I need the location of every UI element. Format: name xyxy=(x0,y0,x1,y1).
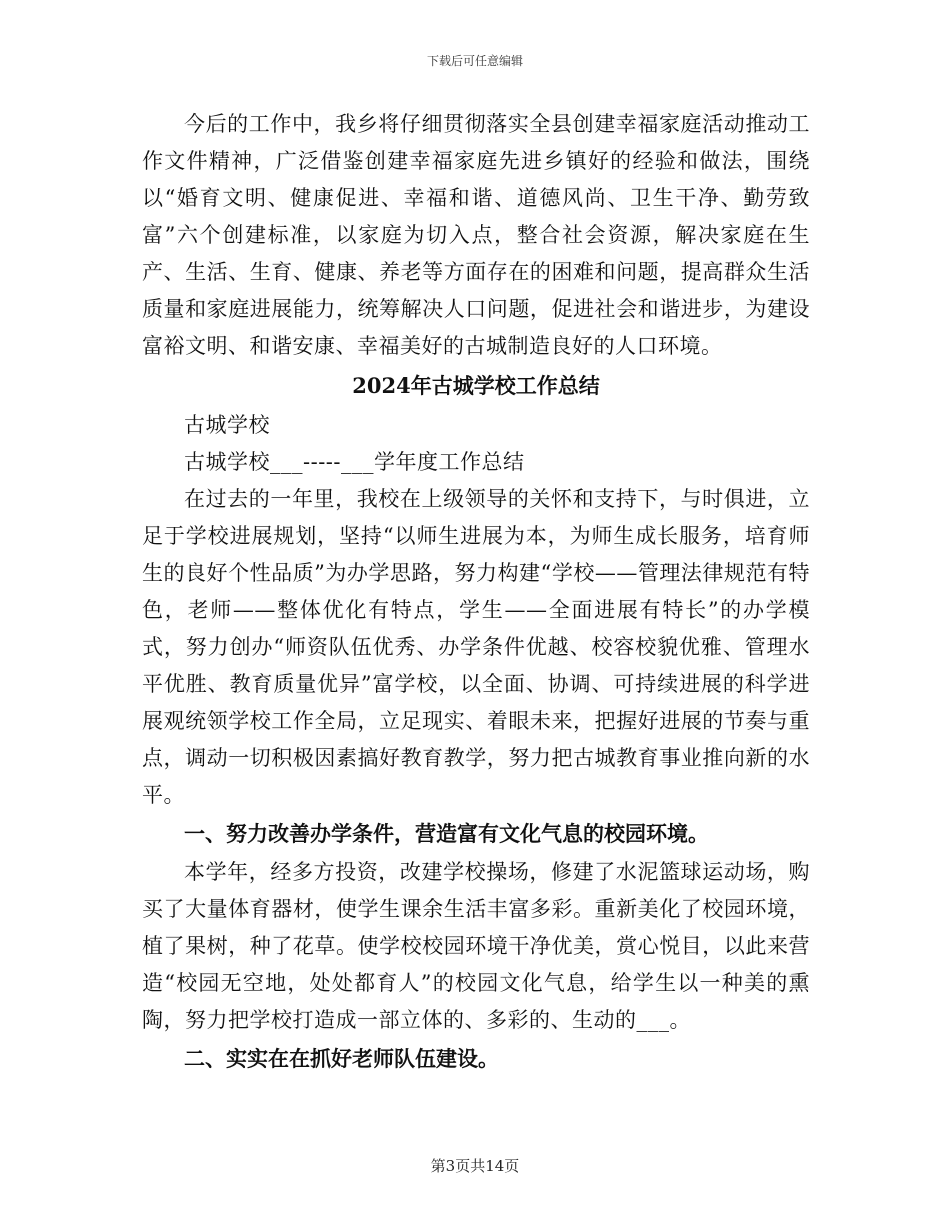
school-name: 古城学校 xyxy=(184,413,270,437)
overview-paragraph: 在过去的一年里，我校在上级领导的关怀和支持下，与时俱进，立足于学校进展规划，坚持“以师生进展为本，为师生成长服务，培育师生的良好个性品质”为办学思路，努力构建“学校——管理法律规范有特色，老师——整体优化有特点，学生——全面进展有特长”的办学模式，努力创办“师资队伍优秀、办学条件优越、校容校貌优雅、管理水平优胜、教育质量优异”富学校，以全面、协调、可持续进展的科学进展观统领学校工作全局，立足现实、着眼未来，把握好进展的节奏与重点，调动一切积极因素搞好教育教学，努力把古城教育事业推向新的水平。 xyxy=(142,487,810,807)
section-heading-2: 二、实实在在抓好老师队伍建设。 xyxy=(184,1046,499,1071)
document-body xyxy=(142,106,810,1079)
document-subtitle: 古城学校___-----___学年度工作总结 xyxy=(184,450,525,474)
document-title: 2024年古城学校工作总结 xyxy=(352,373,600,398)
page-indicator: 第3页共14页 xyxy=(430,1157,520,1175)
intro-paragraph: 今后的工作中，我乡将仔细贯彻落实全县创建幸福家庭活动推动工作文件精神，广泛借鉴创建幸福家庭先进乡镇好的经验和做法，围绕以“婚育文明、健康促进、幸福和谐、道德风尚、卫生干净、勤劳致富”六个创建标准，以家庭为切入点，整合社会资源，解决家庭在生产、生活、生育、健康、养老等方面存在的困难和问题，提高群众生活质量和家庭进展能力，统筹解决人口问题，促进社会和谐进步，为建设富裕文明、和谐安康、幸福美好的古城制造良好的人口环境。 xyxy=(142,112,810,358)
section-heading-1: 一、努力改善办学条件，营造富有文化气息的校园环境。 xyxy=(184,821,709,846)
section-1-paragraph: 本学年，经多方投资，改建学校操场，修建了水泥篮球运动场，购买了大量体育器材，使学生课余生活丰富多彩。重新美化了校园环境，植了果树，种了花草。使学校校园环境干净优美，赏心悦目，以此来营造“校园无空地，处处都育人”的校园文化气息，给学生以一种美的熏陶，努力把学校打造成一部立体的、多彩的、生动的___。 xyxy=(142,860,810,1032)
header-note: 下载后可任意编辑 xyxy=(426,54,523,68)
